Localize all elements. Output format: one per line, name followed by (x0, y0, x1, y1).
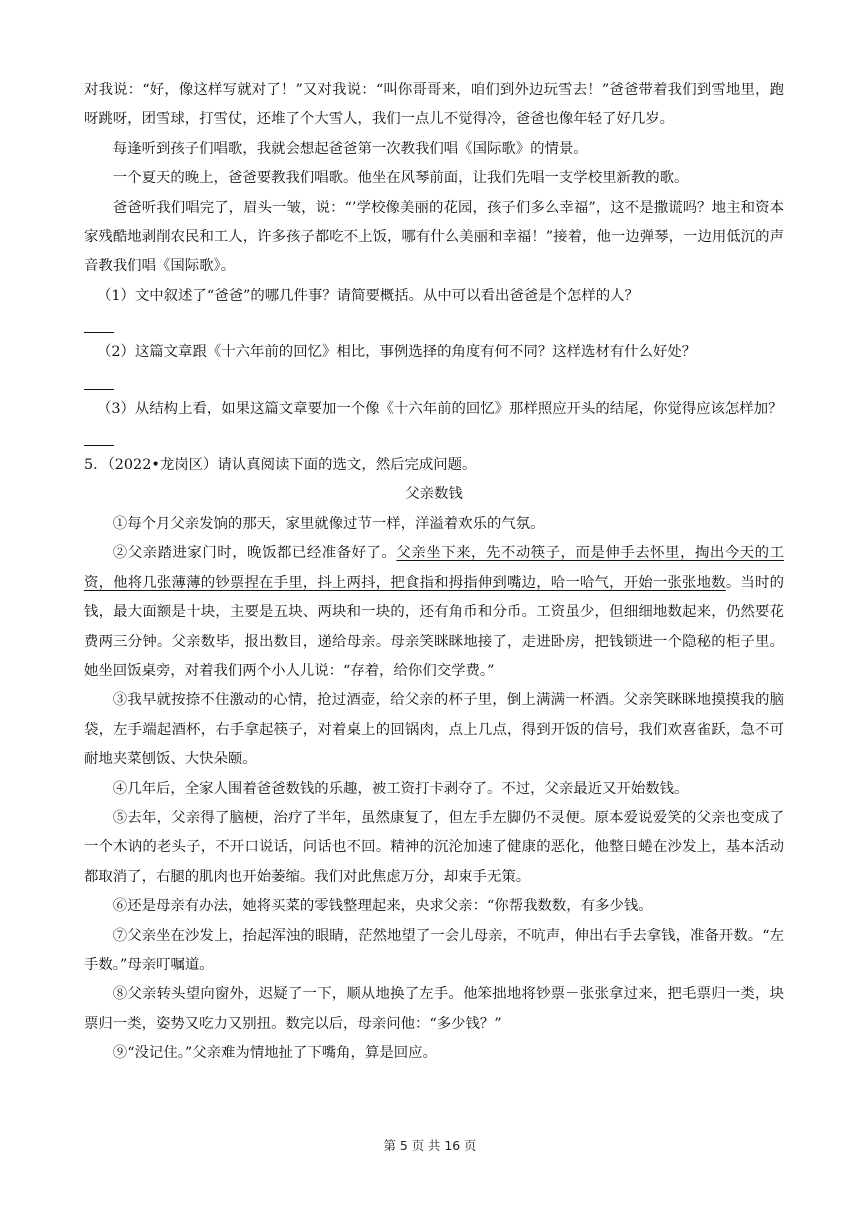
question-3: （3）从结构上看，如果这篇文章要加一个像《十六年前的回忆》那样照应开头的结尾，你觉得应该怎样加？ (96, 400, 783, 417)
paragraph-text: ②父亲踏进家门时，晚饭都已经准备好了。 (112, 545, 397, 562)
question-1: （1）文中叙述了“爸爸”的哪几件事？请简要概括。从中可以看出爸爸是个怎样的人？ (96, 287, 639, 304)
answer-line-1 (84, 315, 784, 338)
underlined-sentence: 父亲坐下来，先不动筷子，而是伸手去怀里，掏出今天的工资，他将几张薄薄的钞票捏在手里，抖上两抖，把食指和拇指伸到嘴边，哈一哈气，开始一张张地数 (84, 545, 784, 591)
passage-paragraph: ①每个月父亲发饷的那天，家里就像过节一样，洋溢着欢乐的气氛。 (112, 515, 545, 532)
passage-paragraph: ④几年后，全家人围着爸爸数钱的乐趣，被工资打卡剥夺了。不过，父亲最近又开始数钱。 (112, 780, 689, 797)
article-paragraph: 对我说：“好，像这样写就对了！”又对我说：“叫你哥哥来，咱们到外边玩雪去！”爸爸带着我们到雪地里，跑呀跳呀，团雪球，打雪仗，还堆了个大雪人，我们一点儿不觉得冷，爸爸也像年轻了好几岁。 (84, 82, 784, 128)
article-paragraph: 爸爸听我们唱完了，眉头一皱，说：“’学校像美丽的花园，孩子们多么幸福”，这不是撒谎吗？地主和资本家残酷地剥削农民和工人，许多孩子都吃不上饭，哪有什么美丽和幸福！”接着，他一边弹琴，一边用低沉的声音教我们唱《国际歌》。 (84, 199, 784, 275)
page-footer: 第 5 页 共 16 页 (383, 1138, 477, 1153)
passage-paragraph: ⑨“没记住。”父亲难为情地扯了下嘴角，算是回应。 (112, 1045, 437, 1062)
article-paragraph: 每逢听到孩子们唱歌，我就会想起爸爸第一次教我们唱《国际歌》的情景。 (112, 140, 588, 157)
passage-paragraph (84, 539, 784, 686)
answer-line-3 (84, 428, 784, 451)
paragraph-text: 。当时的钱，最大面额是十块，主要是五块、两块和一块的，还有角币和分币。工资虽少，但细细地数起来，仍然要花费两三分钟。父亲数毕，报出数目，递给母亲。母亲笑眯眯地接了，走进卧房，把钱锁进一个隐秘的柜子里。她坐回饭桌旁，对着我们两个小人儿说：“存着，给你们交学费。” (84, 574, 784, 679)
passage-paragraph: ⑤去年，父亲得了脑梗，治疗了半年，虽然康复了，但左手左脚仍不灵便。原本爱说爱笑的父亲也变成了一个木讷的老头子，不开口说话，问话也不回。精神的沉沦加速了健康的恶化，他整日蜷在沙发上，基本活动都取消了，右腿的肌肉也开始萎缩。我们对此焦虑万分，却束手无策。 (84, 809, 784, 885)
passage-paragraph: ③我早就按捺不住激动的心情，抢过酒壶，给父亲的杯子里，倒上满满一杯酒。父亲笑眯眯地摸摸我的脑袋，左手端起酒杯，右手拿起筷子，对着桌上的回锅肉，点上几点，得到开饭的信号，我们欢喜雀跃，急不可耐地夹菜刨饭、大快朵颐。 (84, 692, 784, 768)
answer-line-2 (84, 372, 784, 395)
passage-paragraph: ⑧父亲转头望向窗外，迟疑了一下，顺从地换了左手。他笨拙地将钞票－张张拿过来，把毛票归一类，块票归一类，姿势又吃力又别扭。数完以后，母亲问他：“多少钱？” (84, 986, 784, 1032)
passage-paragraph: ⑥还是母亲有办法，她将买菜的零钱整理起来，央求父亲：“你帮我数数，有多少钱。 (112, 898, 653, 915)
passage-paragraph: ⑦父亲坐在沙发上，抬起浑浊的眼睛，茫然地望了一会儿母亲，不吭声，伸出右手去拿钱，准备开数。“左手数。”母亲叮嘱道。 (84, 927, 784, 973)
article-paragraph: 一个夏天的晚上，爸爸要教我们唱歌。他坐在风琴前面，让我们先唱一支学校里新教的歌。 (112, 170, 689, 187)
passage-title: 父亲数钱 (405, 486, 463, 503)
question-2: （2）这篇文章跟《十六年前的回忆》相比，事例选择的角度有何不同？这样选材有什么好处？ (96, 344, 697, 361)
page-content (84, 76, 784, 1069)
section-header: 5．（2022•龙岗区）请认真阅读下面的选文，然后完成问题。 (84, 457, 477, 474)
